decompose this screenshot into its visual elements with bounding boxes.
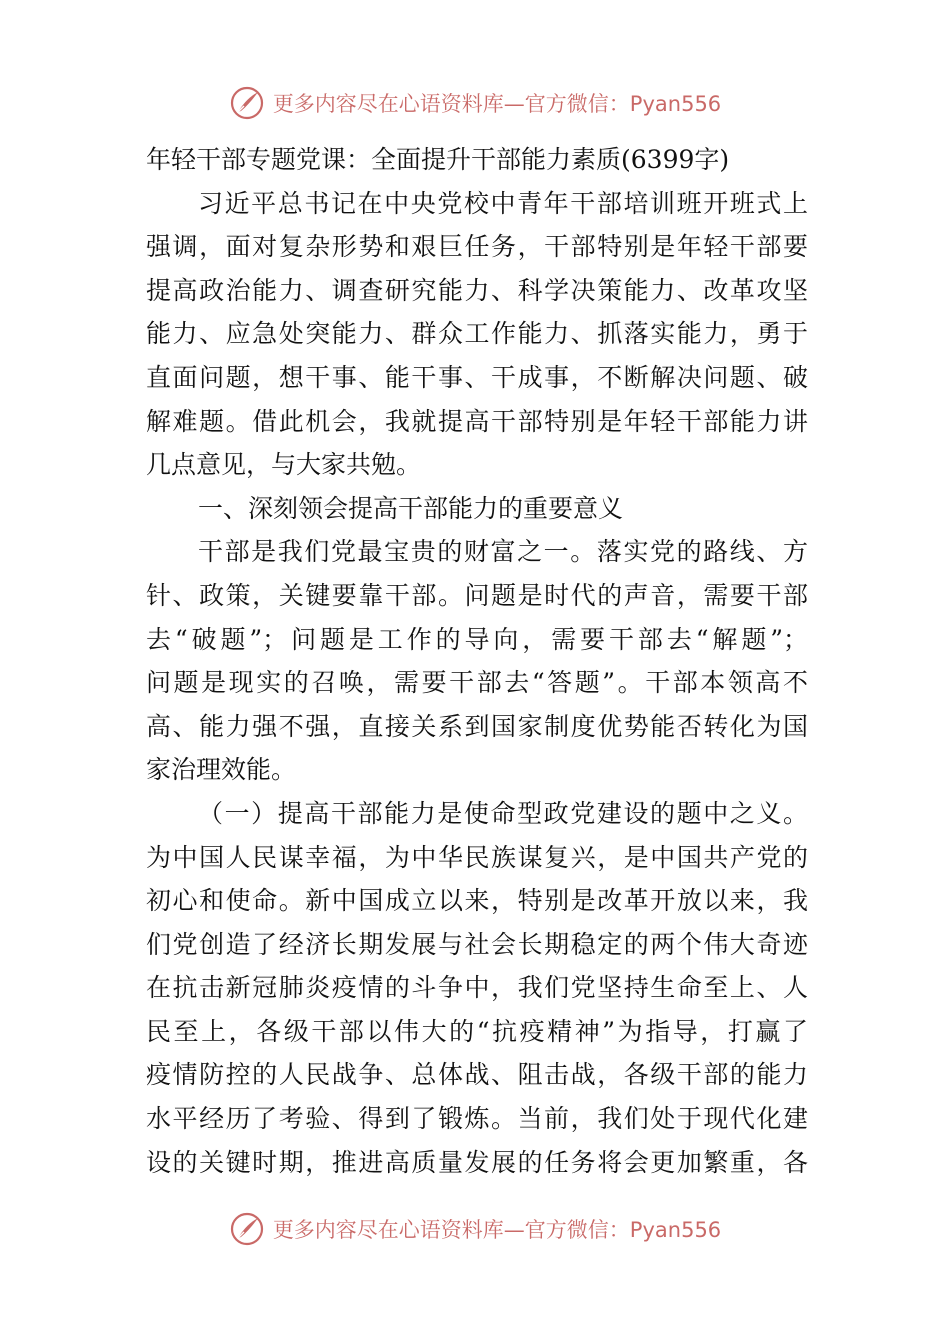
paragraph-line: 解难题。借此机会，我就提高干部特别是年轻干部能力讲 (146, 406, 808, 436)
paragraph-line: 能力、应急处突能力、群众工作能力、抓落实能力，勇于 (146, 319, 808, 349)
watermark-text: 更多内容尽在心语资料库—官方微信：Pyan556 (272, 1218, 722, 1242)
paragraph-line: 去“破题”；问题是工作的导向，需要干部去“解题”； (146, 624, 808, 654)
paragraph-line: 民至上，各级干部以伟大的“抗疫精神”为指导，打赢了 (146, 1016, 808, 1046)
paragraph-line: 们党创造了经济长期发展与社会长期稳定的两个伟大奇迹 (146, 929, 808, 959)
paragraph-line: 在抗击新冠肺炎疫情的斗争中，我们党坚持生命至上、人 (146, 973, 808, 1003)
paragraph-line: 干部是我们党最宝贵的财富之一。落实党的路线、方 (198, 537, 808, 567)
paragraph-line: 高、能力强不强，直接关系到国家制度优势能否转化为国 (146, 711, 808, 741)
paragraph-line: 几点意见，与大家共勉。 (146, 450, 422, 480)
paragraph-line: 为中国人民谋幸福，为中华民族谋复兴，是中国共产党的 (146, 842, 808, 872)
footer-watermark (0, 1209, 950, 1249)
paragraph-line: 水平经历了考验、得到了锻炼。当前，我们处于现代化建 (146, 1104, 808, 1134)
subsection-heading: （一）提高干部能力是使命型政党建设的题中之义。 (198, 798, 808, 828)
watermark-text: 更多内容尽在心语资料库—官方微信：Pyan556 (272, 92, 722, 116)
section-heading: 一、深刻领会提高干部能力的重要意义 (198, 493, 624, 523)
paragraph-line: 习近平总书记在中央党校中青年干部培训班开班式上 (198, 188, 808, 218)
header-watermark (0, 83, 950, 123)
paragraph-line: 问题是现实的召唤，需要干部去“答题”。干部本领高不 (146, 668, 808, 698)
paragraph-line: 设的关键时期，推进高质量发展的任务将会更加繁重，各 (146, 1147, 808, 1177)
quill-logo-icon (229, 85, 265, 121)
quill-logo-icon (229, 1211, 265, 1247)
document-title: 年轻干部专题党课：全面提升干部能力素质(6399字) (146, 145, 730, 174)
paragraph-line: 初心和使命。新中国成立以来，特别是改革开放以来，我 (146, 886, 808, 916)
paragraph-line: 强调，面对复杂形势和艰巨任务，干部特别是年轻干部要 (146, 232, 808, 262)
paragraph-line: 针、政策，关键要靠干部。问题是时代的声音，需要干部 (146, 580, 808, 610)
document-body (146, 138, 808, 1184)
paragraph-line: 疫情防控的人民战争、总体战、阻击战，各级干部的能力 (146, 1060, 808, 1090)
paragraph-line: 提高政治能力、调查研究能力、科学决策能力、改革攻坚 (146, 275, 808, 305)
paragraph-line: 直面问题，想干事、能干事、干成事，不断解决问题、破 (146, 362, 808, 392)
paragraph-line: 家治理效能。 (146, 755, 297, 785)
